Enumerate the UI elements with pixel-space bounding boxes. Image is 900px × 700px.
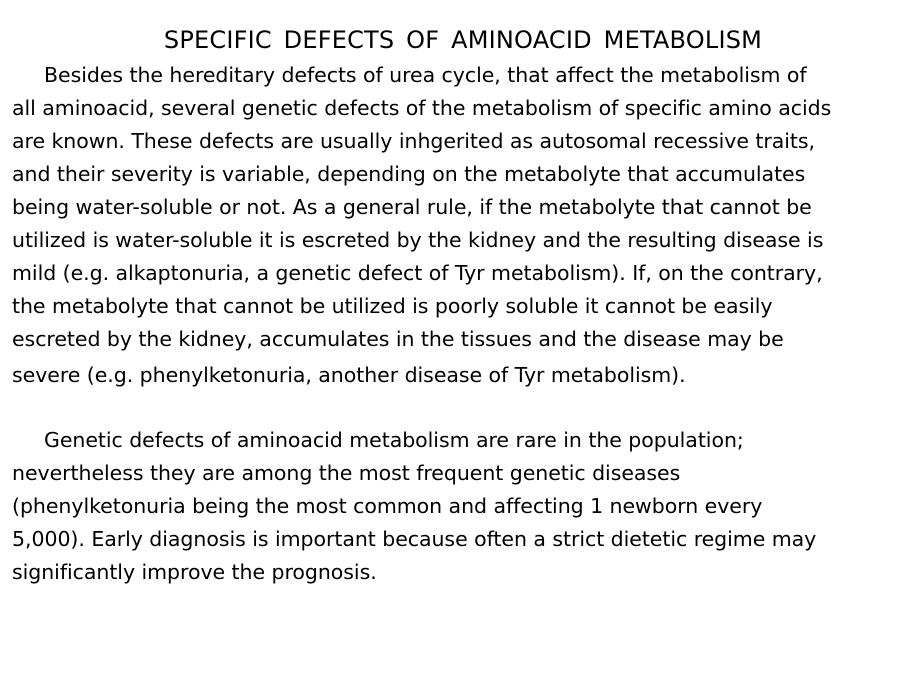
paragraph-line: utilized is water-soluble it is escreted by the kidney and the resulting disease is bbox=[12, 228, 824, 252]
paragraph-line: (phenylketonuria being the most common and affecting 1 newborn every bbox=[12, 494, 763, 518]
paragraph-line: being water-soluble or not. As a general rule, if the metabolyte that cannot be bbox=[12, 195, 812, 219]
paragraph-line: mild (e.g. alkaptonuria, a genetic defect of Tyr metabolism). If, on the contrary, bbox=[12, 261, 823, 285]
paragraph-line: significantly improve the prognosis. bbox=[12, 560, 377, 584]
paragraph-line: and their severity is variable, depending on the metabolyte that accumulates bbox=[12, 162, 806, 186]
paragraph-line: are known. These defects are usually inhgerited as autosomal recessive traits, bbox=[12, 129, 816, 153]
paragraph-line: the metabolyte that cannot be utilized is poorly soluble it cannot be easily bbox=[12, 294, 773, 318]
paragraph-line: nevertheless they are among the most frequent genetic diseases bbox=[12, 461, 681, 485]
paragraph-line: Besides the hereditary defects of urea cycle, that affect the metabolism of bbox=[44, 63, 807, 87]
paragraph-line: all aminoacid, several genetic defects of the metabolism of specific amino acids bbox=[12, 96, 832, 120]
page-title: SPECIFIC DEFECTS OF AMINOACID METABOLISM bbox=[163, 26, 763, 54]
paragraph-line: escreted by the kidney, accumulates in the tissues and the disease may be bbox=[12, 327, 784, 351]
paragraph-line: severe (e.g. phenylketonuria, another disease of Tyr metabolism). bbox=[12, 363, 686, 387]
paragraph-line: Genetic defects of aminoacid metabolism are rare in the population; bbox=[44, 428, 744, 452]
paragraph-line: 5,000). Early diagnosis is important because often a strict dietetic regime may bbox=[12, 527, 817, 551]
